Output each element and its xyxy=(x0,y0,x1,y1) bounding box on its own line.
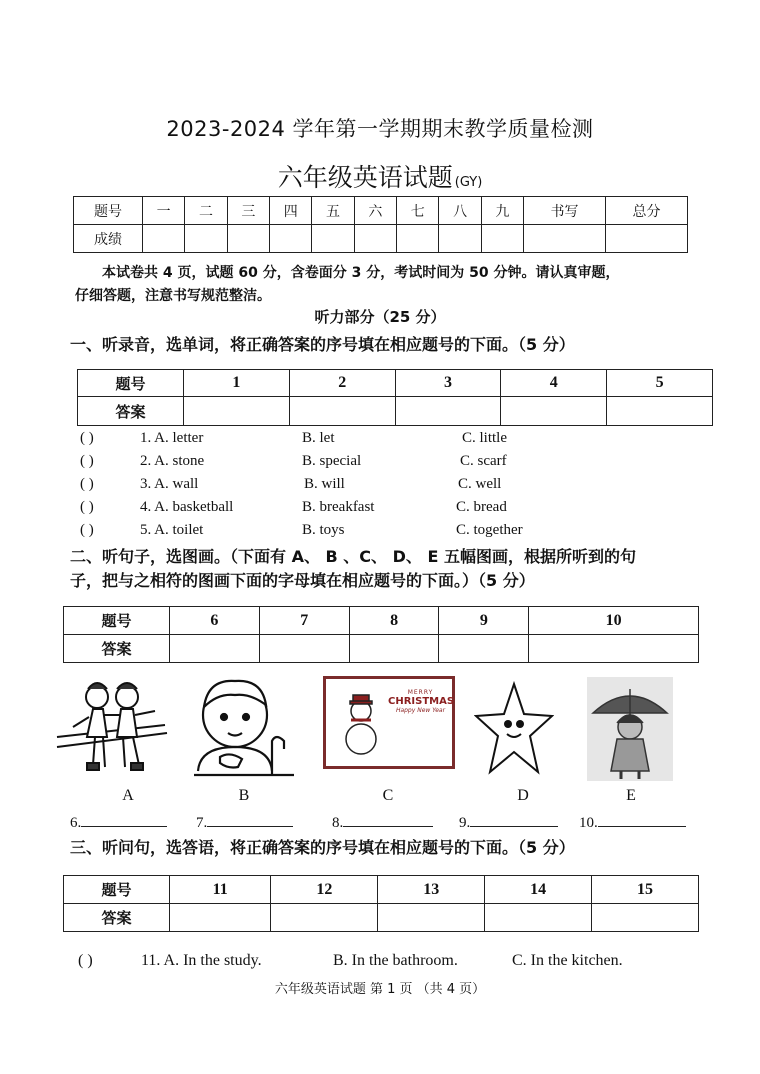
instruction-line-2: 仔细答题，注意书写规范整洁。 xyxy=(75,288,271,304)
instructions xyxy=(75,262,620,308)
score-col-6: 六 xyxy=(354,197,396,225)
answer-number: 8 xyxy=(349,607,439,635)
option-a: 4. A. basketball xyxy=(140,499,234,515)
question-3 xyxy=(0,476,760,499)
answer-number: 4 xyxy=(501,370,607,397)
subtitle-text: 六年级英语试题 xyxy=(277,163,453,192)
answer-cell[interactable] xyxy=(501,397,607,426)
option-a: 11. A. In the study. xyxy=(141,952,262,969)
answer-header-row xyxy=(64,876,699,904)
answer-number: 6 xyxy=(170,607,260,635)
answer-label-no: 题号 xyxy=(64,607,170,635)
answer-number: 7 xyxy=(259,607,349,635)
answer-cell[interactable] xyxy=(271,904,378,932)
score-col-9: 九 xyxy=(481,197,523,225)
answer-cell[interactable] xyxy=(378,904,485,932)
score-header-row xyxy=(74,197,688,225)
option-c: C. scarf xyxy=(460,453,507,469)
picture-c-christmas-card xyxy=(323,676,455,769)
picture-b-boy-washing-hands xyxy=(190,675,295,785)
card-line-1: MERRY xyxy=(407,689,434,696)
answer-number: 15 xyxy=(592,876,699,904)
score-cell[interactable] xyxy=(605,225,687,253)
score-table xyxy=(73,196,688,253)
score-col-total: 总分 xyxy=(605,197,687,225)
answer-label-no: 题号 xyxy=(64,876,170,904)
answer-cell[interactable] xyxy=(349,635,439,663)
answer-cell[interactable] xyxy=(259,635,349,663)
listening-header: 听力部分（25 分） xyxy=(314,308,446,326)
question-2 xyxy=(0,453,760,476)
exam-title: 2023-2024 学年第一学期期末教学质量检测 xyxy=(166,117,594,141)
picture-letter-d: D xyxy=(517,787,529,804)
answer-cell[interactable] xyxy=(170,904,271,932)
instruction-line-1: 本试卷共 4 页，试题 60 分，含卷面分 3 分，考试时间为 50 分钟。请认真审题， xyxy=(102,265,620,281)
option-b: B. special xyxy=(302,453,362,469)
section1-title: 一、听录音，选单词，将正确答案的序号填在相应题号的下面。（5 分） xyxy=(70,335,575,354)
blank-10[interactable] xyxy=(579,812,686,832)
section1-questions xyxy=(0,430,760,545)
section2-title-line2: 子，把与之相符的图画下面的字母填在相应题号的下面。）（5 分） xyxy=(70,571,535,590)
option-a: 5. A. toilet xyxy=(140,522,204,538)
answer-cell[interactable] xyxy=(439,635,529,663)
answer-paren[interactable]: ( ) xyxy=(80,522,94,538)
subtitle-tag: (GY) xyxy=(454,175,483,190)
score-cell[interactable] xyxy=(312,225,354,253)
score-col-2: 二 xyxy=(185,197,227,225)
answer-number: 14 xyxy=(485,876,592,904)
score-cell[interactable] xyxy=(143,225,185,253)
snowman-icon xyxy=(336,687,386,757)
blank-label: 9. xyxy=(459,815,471,831)
answer-label-ans: 答案 xyxy=(78,397,184,426)
answer-header-row xyxy=(64,607,699,635)
blank-7[interactable] xyxy=(196,812,293,832)
option-b: B. In the bathroom. xyxy=(333,952,458,969)
blank-label: 7. xyxy=(196,815,208,831)
christmas-text xyxy=(388,689,453,714)
option-a: 3. A. wall xyxy=(140,476,199,492)
answer-cell[interactable] xyxy=(607,397,713,426)
answer-number: 9 xyxy=(439,607,529,635)
blank-9[interactable] xyxy=(459,812,558,832)
answer-row xyxy=(64,635,699,663)
answer-row xyxy=(78,397,713,426)
section1-answer-table xyxy=(77,369,713,426)
picture-d-star xyxy=(474,675,554,785)
option-c: C. together xyxy=(456,522,523,538)
section2-answer-table xyxy=(63,606,699,663)
score-cell[interactable] xyxy=(227,225,269,253)
answer-label-ans: 答案 xyxy=(64,904,170,932)
answer-number: 12 xyxy=(271,876,378,904)
blank-8[interactable] xyxy=(332,812,433,832)
option-a: 1. A. letter xyxy=(140,430,204,446)
answer-paren[interactable]: ( ) xyxy=(80,430,94,446)
score-row-label: 成绩 xyxy=(74,225,143,253)
answer-label-ans: 答案 xyxy=(64,635,170,663)
answer-cell[interactable] xyxy=(485,904,592,932)
answer-row xyxy=(64,904,699,932)
score-col-4: 四 xyxy=(270,197,312,225)
score-cell[interactable] xyxy=(354,225,396,253)
blank-label: 10. xyxy=(579,815,598,831)
answer-paren[interactable]: ( ) xyxy=(80,453,94,469)
option-b: B. breakfast xyxy=(302,499,375,515)
answer-number: 2 xyxy=(289,370,395,397)
picture-e-girl-with-umbrella xyxy=(585,675,675,785)
answer-header-row xyxy=(78,370,713,397)
answer-number: 1 xyxy=(184,370,290,397)
picture-letter-c: C xyxy=(382,787,394,804)
score-cell[interactable] xyxy=(185,225,227,253)
answer-cell[interactable] xyxy=(395,397,501,426)
score-cell[interactable] xyxy=(524,225,606,253)
picture-letter-a: A xyxy=(122,787,134,804)
score-cell[interactable] xyxy=(270,225,312,253)
answer-paren[interactable]: ( ) xyxy=(80,499,94,515)
option-a: 2. A. stone xyxy=(140,453,205,469)
section2-title-line1: 二、听句子，选图画。（下面有 A、 B 、C、 D、 E 五幅图画，根据所听到的句 xyxy=(70,547,636,566)
option-c: C. In the kitchen. xyxy=(512,952,623,969)
answer-cell[interactable] xyxy=(289,397,395,426)
answer-number: 13 xyxy=(378,876,485,904)
score-col-8: 八 xyxy=(439,197,481,225)
option-c: C. little xyxy=(462,430,507,446)
card-line-3: Happy New Year xyxy=(395,707,446,714)
answer-number: 10 xyxy=(529,607,699,635)
score-cell[interactable] xyxy=(397,225,439,253)
score-col-5: 五 xyxy=(312,197,354,225)
question-5 xyxy=(0,522,760,545)
answer-number: 5 xyxy=(607,370,713,397)
question-4 xyxy=(0,499,760,522)
exam-subtitle xyxy=(0,158,760,194)
picture-letter-e: E xyxy=(626,787,636,804)
section3-answer-table xyxy=(63,875,699,932)
answer-label-no: 题号 xyxy=(78,370,184,397)
score-header-label: 题号 xyxy=(74,197,143,225)
score-col-1: 一 xyxy=(143,197,185,225)
score-cell[interactable] xyxy=(481,225,523,253)
section3-title: 三、听问句，选答语，将正确答案的序号填在相应题号的下面。（5 分） xyxy=(70,838,575,857)
score-col-7: 七 xyxy=(397,197,439,225)
page-footer: 六年级英语试题 第 1 页 （共 4 页） xyxy=(274,982,486,997)
picture-letter-b: B xyxy=(238,787,250,804)
question-1 xyxy=(0,430,760,453)
answer-number: 3 xyxy=(395,370,501,397)
answer-paren[interactable]: ( ) xyxy=(78,952,93,969)
answer-cell[interactable] xyxy=(170,635,260,663)
score-value-row xyxy=(74,225,688,253)
answer-paren[interactable]: ( ) xyxy=(80,476,94,492)
blank-label: 6. xyxy=(70,815,82,831)
answer-cell[interactable] xyxy=(184,397,290,426)
option-b: B. let xyxy=(302,430,335,446)
blank-label: 8. xyxy=(332,815,344,831)
option-b: B. toys xyxy=(302,522,345,538)
score-col-3: 三 xyxy=(227,197,269,225)
score-cell[interactable] xyxy=(439,225,481,253)
question-11 xyxy=(0,952,760,975)
option-b: B. will xyxy=(304,476,345,492)
picture-a-skating-kids xyxy=(55,675,170,785)
score-col-writing: 书写 xyxy=(524,197,606,225)
option-c: C. bread xyxy=(456,499,507,515)
option-c: C. well xyxy=(458,476,502,492)
answer-cell[interactable] xyxy=(592,904,699,932)
answer-cell[interactable] xyxy=(529,635,699,663)
answer-number: 11 xyxy=(170,876,271,904)
blank-6[interactable] xyxy=(70,812,167,832)
card-line-2: CHRISTMAS xyxy=(388,696,455,707)
